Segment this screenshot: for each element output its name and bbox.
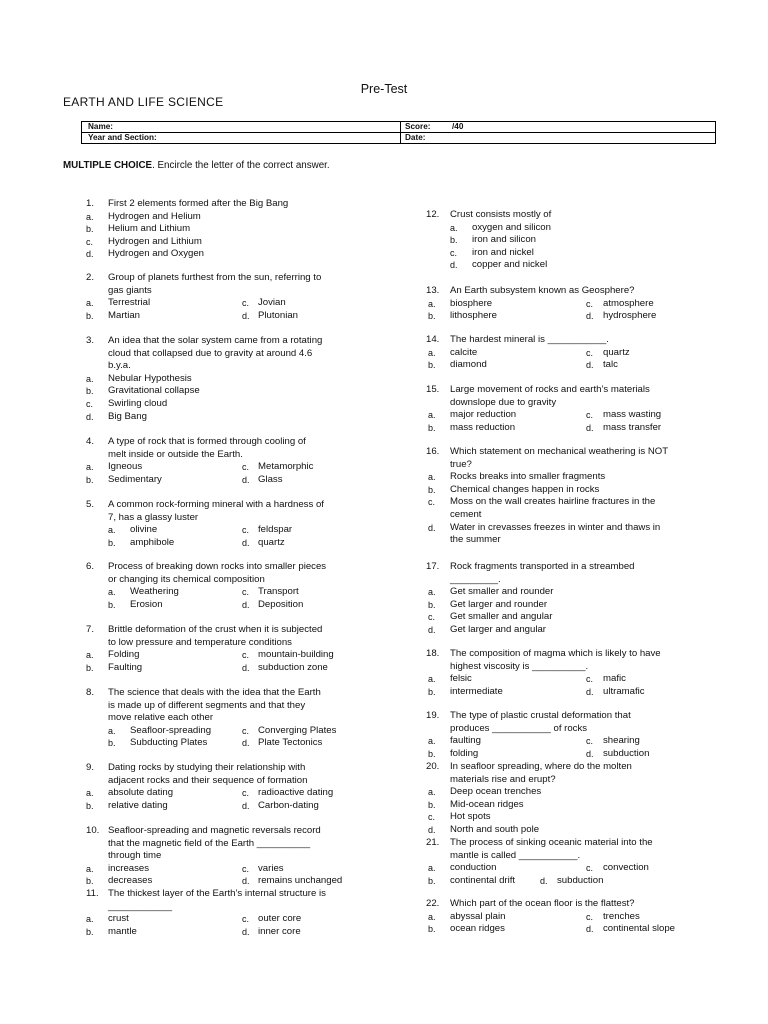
choice-letter: a. xyxy=(428,410,436,421)
choice-letter: c. xyxy=(242,650,250,661)
choice-letter: d. xyxy=(242,474,250,485)
question-text: Process of breaking down rocks into smaller pieces xyxy=(108,561,327,572)
choice-text: increases xyxy=(108,862,150,874)
choice-text: conduction xyxy=(450,862,497,874)
score-total: /40 xyxy=(452,122,464,131)
choice-letter: c. xyxy=(428,497,436,508)
choice-text: mafic xyxy=(603,673,626,685)
choice-text: amphibole xyxy=(130,536,175,548)
question-text: Rock fragments transported in a streambed xyxy=(450,561,635,572)
choice-letter: b. xyxy=(86,876,94,887)
choice-letter: c. xyxy=(428,812,436,823)
choice-text: faulting xyxy=(450,735,481,747)
choice-text: folding xyxy=(450,747,479,759)
choice-text: biosphere xyxy=(450,297,493,309)
choice-letter: d. xyxy=(242,800,250,811)
question-text: adjacent rocks and their sequence of formation xyxy=(108,774,308,786)
choice-letter: d. xyxy=(242,926,250,937)
choice-letter: a. xyxy=(86,650,94,661)
choice-text: abyssal plain xyxy=(450,910,506,922)
question-text: Large movement of rocks and earth’s materials xyxy=(450,384,650,395)
question-number: 12. xyxy=(426,209,440,220)
instructions xyxy=(63,160,330,171)
choice-letter: a. xyxy=(428,347,436,358)
question-number: 1. xyxy=(86,198,95,209)
choice-letter: a. xyxy=(86,788,94,799)
choice-letter: c. xyxy=(428,612,436,623)
choice-letter: b. xyxy=(86,474,94,485)
choice-text: oxygen and silicon xyxy=(472,221,551,233)
choice-letter: c. xyxy=(586,911,594,922)
question-number: 14. xyxy=(426,334,440,345)
choice-text: Folding xyxy=(108,649,140,661)
choice-text: Get larger and angular xyxy=(450,624,546,635)
choice-letter: c. xyxy=(242,725,250,736)
question-number: 10. xyxy=(86,825,100,836)
choice-letter: a. xyxy=(428,674,436,685)
question-number: 16. xyxy=(426,446,440,457)
choice-letter: b. xyxy=(428,422,436,433)
question-text: produces ___________ of rocks xyxy=(450,722,588,734)
choice-letter: c. xyxy=(242,863,250,874)
score-label: Score: xyxy=(405,122,431,131)
question-text: First 2 elements formed after the Big Bang xyxy=(108,198,289,209)
choice-letter: d. xyxy=(586,311,594,322)
question-text: to low pressure and temperature conditions xyxy=(108,636,292,648)
question-text: Crust consists mostly of xyxy=(450,209,552,220)
choice-text: Nebular Hypothesis xyxy=(108,372,192,384)
question-text: that the magnetic field of the Earth __________ xyxy=(108,837,311,849)
question-text: cloud that collapsed due to gravity at around 4.6 xyxy=(108,347,313,359)
choice-text: Swirling cloud xyxy=(108,398,168,409)
choice-text: continental slope xyxy=(603,923,676,935)
choice-text: feldspar xyxy=(258,524,293,536)
choice-text: Moss on the wall creates hairline fractures in the xyxy=(450,496,656,508)
choice-text: crust xyxy=(108,913,129,925)
choice-text: shearing xyxy=(603,735,640,747)
question-text: In seafloor spreading, where do the molten xyxy=(450,761,632,772)
choice-text: Sedimentary xyxy=(108,473,162,485)
choice-text: Rocks breaks into smaller fragments xyxy=(450,471,606,483)
question-text: Brittle deformation of the crust when it is subjected xyxy=(108,624,323,635)
choice-letter: b. xyxy=(428,599,436,610)
question-text: _________. xyxy=(450,573,501,585)
choice-letter: d. xyxy=(86,249,94,260)
choice-letter: b. xyxy=(428,875,436,886)
choice-text: mass transfer xyxy=(603,421,662,433)
question-text: move relative each other xyxy=(108,712,214,724)
choice-text: North and south pole xyxy=(450,824,540,835)
choice-text: talc xyxy=(603,359,618,371)
instructions-text: . Encircle the letter of the correct answer. xyxy=(152,160,330,171)
choice-text: ultramafic xyxy=(603,685,645,697)
choice-text: absolute dating xyxy=(108,787,174,799)
choice-text: Deep ocean trenches xyxy=(450,786,542,798)
choice-text: Erosion xyxy=(130,598,163,610)
choice-letter: a. xyxy=(86,211,94,222)
choice-text: Get larger and rounder xyxy=(450,598,548,610)
question-text: materials rise and erupt? xyxy=(450,773,556,785)
choice-text: Jovian xyxy=(258,297,286,309)
choice-text: atmosphere xyxy=(603,297,654,309)
question-number: 5. xyxy=(86,499,95,510)
choice-letter: c. xyxy=(242,298,250,309)
question-text: 7, has a glassy luster xyxy=(108,511,199,523)
question-number: 19. xyxy=(426,710,440,721)
question-text: The process of sinking oceanic material into the xyxy=(450,837,653,848)
choice-text: Terrestrial xyxy=(108,297,151,309)
choice-text: subduction zone xyxy=(258,661,328,673)
question-text: or changing its chemical composition xyxy=(108,573,265,585)
choice-letter: b. xyxy=(108,537,116,548)
question-text: Seafloor-spreading and magnetic reversals record xyxy=(108,825,321,836)
choice-letter: d. xyxy=(428,625,436,635)
choice-letter: c. xyxy=(86,236,94,247)
choice-letter: b. xyxy=(108,599,116,610)
choice-text: lithosphere xyxy=(450,310,497,322)
choice-text: Hydrogen and Lithium xyxy=(108,235,202,247)
choice-text: Helium and Lithium xyxy=(108,223,191,235)
choice-text: outer core xyxy=(258,913,302,925)
question-text: b.y.a. xyxy=(108,360,131,372)
choice-text: trenches xyxy=(603,910,640,922)
choice-letter: c. xyxy=(242,914,250,925)
choice-letter: c. xyxy=(586,674,594,685)
question-text: The type of plastic crustal deformation that xyxy=(450,710,631,721)
question-number: 11. xyxy=(86,888,99,899)
choice-letter: b. xyxy=(428,799,436,810)
choice-text: Big Bang xyxy=(108,410,147,422)
choice-letter: c. xyxy=(242,525,250,536)
choice-text: Water in crevasses freezes in winter and thaws in xyxy=(450,521,661,533)
question-number: 2. xyxy=(86,272,95,283)
choice-text: Seafloor-spreading xyxy=(130,724,212,736)
question-number: 9. xyxy=(86,762,95,773)
choice-text: Faulting xyxy=(108,661,143,673)
question-text: A common rock-forming mineral with a hardness of xyxy=(108,499,324,510)
choice-text: Igneous xyxy=(108,461,143,473)
year-section-label: Year and Section: xyxy=(88,133,157,142)
choice-letter: d. xyxy=(586,422,594,433)
choice-text: iron and silicon xyxy=(472,234,536,246)
choice-letter: d. xyxy=(586,924,594,935)
choice-text: hydrosphere xyxy=(603,310,657,322)
choice-letter: a. xyxy=(86,914,94,925)
choice-text: Hydrogen and Helium xyxy=(108,210,201,222)
choice-letter: c. xyxy=(450,247,458,258)
choice-text: mantle xyxy=(108,925,137,937)
question-text: A type of rock that is formed through cooling of xyxy=(108,436,306,447)
choice-letter: a. xyxy=(450,222,458,233)
choice-text: Gravitational collapse xyxy=(108,385,200,397)
choice-letter: b. xyxy=(428,686,436,697)
choice-text: radioactive dating xyxy=(258,787,334,799)
choice-letter: d. xyxy=(540,875,548,886)
choice-text: quartz xyxy=(603,346,630,358)
instructions-heading: MULTIPLE CHOICE xyxy=(63,160,153,171)
choice-text: diamond xyxy=(450,359,487,371)
choice-letter: c. xyxy=(242,462,250,473)
choice-letter: a. xyxy=(428,587,436,598)
choice-letter: a. xyxy=(86,298,94,309)
choice-letter: c. xyxy=(242,788,250,799)
choice-text: Get smaller and angular xyxy=(450,611,553,623)
choice-letter: d. xyxy=(242,738,250,749)
choice-text: Deposition xyxy=(258,598,304,610)
choice-text: Subducting Plates xyxy=(130,737,208,749)
choice-text: Metamorphic xyxy=(258,461,314,473)
question-text: mantle is called ___________. xyxy=(450,849,581,861)
choice-letter: c. xyxy=(586,863,594,874)
choice-letter: c. xyxy=(586,736,594,747)
choice-letter: c. xyxy=(586,347,594,358)
choice-letter: a. xyxy=(428,911,436,922)
question-number: 8. xyxy=(86,687,95,698)
table-divider xyxy=(400,122,401,143)
question-text: downslope due to gravity xyxy=(450,396,557,408)
choice-letter: b. xyxy=(428,360,436,371)
choice-letter: a. xyxy=(86,373,94,384)
choice-text: subduction xyxy=(557,874,604,886)
question-text: The science that deals with the idea that the Earth xyxy=(108,687,321,698)
choice-letter: b. xyxy=(428,924,436,935)
question-text: highest viscosity is __________. xyxy=(450,660,589,672)
choice-text: Hot spots xyxy=(450,811,491,823)
choice-text: Get smaller and rounder xyxy=(450,586,554,598)
question-number: 4. xyxy=(86,436,95,447)
choice-text: mass reduction xyxy=(450,421,516,433)
choice-letter: b. xyxy=(86,800,94,811)
choice-text: Converging Plates xyxy=(258,724,337,736)
question-text: through time xyxy=(108,850,162,862)
choice-text: Mid-ocean ridges xyxy=(450,798,524,810)
question-number: 15. xyxy=(426,384,440,395)
question-text: true? xyxy=(450,458,472,470)
question-text: Dating rocks by studying their relationship with xyxy=(108,762,306,773)
choice-letter: a. xyxy=(108,525,116,536)
question-text: Group of planets furthest from the sun, referring to xyxy=(108,272,322,283)
choice-text: olivine xyxy=(130,524,158,536)
choice-letter: d. xyxy=(428,522,436,533)
choice-text: the summer xyxy=(450,534,501,546)
student-info-table xyxy=(81,121,716,144)
choice-letter: c. xyxy=(242,587,250,598)
choice-text: Chemical changes happen in rocks xyxy=(450,483,600,495)
choice-letter: a. xyxy=(86,462,94,473)
choice-text: intermediate xyxy=(450,685,503,697)
choice-letter: d. xyxy=(242,662,250,673)
choice-text: decreases xyxy=(108,875,153,887)
choice-text: quartz xyxy=(258,536,285,548)
page-title: Pre-Test xyxy=(360,82,408,96)
choice-text: continental drift xyxy=(450,874,516,886)
name-label: Name: xyxy=(88,122,114,131)
choice-letter: c. xyxy=(86,399,94,409)
choice-text: Hydrogen and Oxygen xyxy=(108,248,204,260)
choice-letter: a. xyxy=(108,725,116,736)
choice-letter: b. xyxy=(86,662,94,673)
choice-letter: b. xyxy=(86,310,94,321)
choice-letter: b. xyxy=(86,386,94,397)
choice-letter: b. xyxy=(428,484,436,495)
table-divider xyxy=(82,132,715,133)
question-number: 18. xyxy=(426,648,440,659)
choice-letter: d. xyxy=(586,686,594,697)
question-text: ____________ xyxy=(108,900,173,912)
choice-letter: a. xyxy=(428,298,436,309)
question-text: Which part of the ocean floor is the flattest? xyxy=(450,898,635,909)
choice-text: relative dating xyxy=(108,799,168,811)
question-text: The composition of magma which is likely to have xyxy=(450,648,661,659)
choice-letter: d. xyxy=(586,360,594,371)
question-number: 13. xyxy=(426,285,440,296)
choice-letter: a. xyxy=(428,472,436,483)
choice-letter: b. xyxy=(428,748,436,759)
choice-text: Plate Tectonics xyxy=(258,737,323,749)
date-label: Date: xyxy=(405,133,426,142)
subject-heading: EARTH AND LIFE SCIENCE xyxy=(63,95,224,109)
question-text: is made up of different segments and that they xyxy=(108,699,306,711)
choice-text: cement xyxy=(450,509,482,520)
question-number: 3. xyxy=(86,335,95,346)
choice-letter: d. xyxy=(450,260,458,271)
choice-text: major reduction xyxy=(450,409,517,421)
choice-letter: d. xyxy=(428,825,436,835)
choice-text: Plutonian xyxy=(258,309,299,321)
choice-text: convection xyxy=(603,862,649,874)
choice-letter: d. xyxy=(86,411,94,422)
choice-letter: d. xyxy=(242,599,250,610)
choice-letter: b. xyxy=(450,235,458,246)
choice-text: remains unchanged xyxy=(258,875,343,887)
choice-letter: a. xyxy=(428,787,436,798)
question-number: 17. xyxy=(426,561,440,572)
choice-letter: d. xyxy=(242,876,250,887)
choice-text: Carbon-dating xyxy=(258,799,319,811)
choice-text: calcite xyxy=(450,346,478,358)
choice-letter: b. xyxy=(428,311,436,322)
choice-text: mountain-building xyxy=(258,649,334,661)
choice-text: mass wasting xyxy=(603,409,662,421)
choice-text: Glass xyxy=(258,473,283,485)
choice-text: subduction xyxy=(603,747,650,759)
choice-text: varies xyxy=(258,862,284,874)
choice-letter: b. xyxy=(108,738,116,749)
choice-letter: a. xyxy=(108,587,116,598)
question-text: The thickest layer of the Earth’s internal structure is xyxy=(108,888,326,899)
question-text: gas giants xyxy=(108,284,152,296)
choice-text: copper and nickel xyxy=(472,259,548,271)
choice-letter: b. xyxy=(86,224,94,235)
question-number: 6. xyxy=(86,561,95,572)
choice-letter: d. xyxy=(586,748,594,759)
choice-letter: a. xyxy=(428,736,436,747)
choice-text: ocean ridges xyxy=(450,923,505,935)
choice-letter: d. xyxy=(242,310,250,321)
choice-text: iron and nickel xyxy=(472,246,534,258)
question-text: An idea that the solar system came from a rotating xyxy=(108,335,323,346)
question-number: 7. xyxy=(86,624,95,635)
question-text: Which statement on mechanical weathering is NOT xyxy=(450,446,669,457)
choice-text: felsic xyxy=(450,673,472,685)
choice-text: Weathering xyxy=(130,586,179,598)
question-text: melt inside or outside the Earth. xyxy=(108,448,243,460)
choice-letter: a. xyxy=(428,863,436,874)
question-text: The hardest mineral is ___________. xyxy=(450,334,609,345)
choice-text: Transport xyxy=(258,586,299,598)
choice-letter: a. xyxy=(86,863,94,874)
choice-text: Martian xyxy=(108,309,140,321)
choice-letter: c. xyxy=(586,298,594,309)
question-text: An Earth subsystem known as Geosphere? xyxy=(450,285,635,296)
choice-letter: c. xyxy=(586,410,594,421)
choice-letter: d. xyxy=(242,537,250,548)
question-number: 21. xyxy=(426,837,440,848)
choice-text: inner core xyxy=(258,925,301,937)
choice-letter: b. xyxy=(86,926,94,937)
question-number: 20. xyxy=(426,761,440,772)
question-number: 22. xyxy=(426,898,440,909)
